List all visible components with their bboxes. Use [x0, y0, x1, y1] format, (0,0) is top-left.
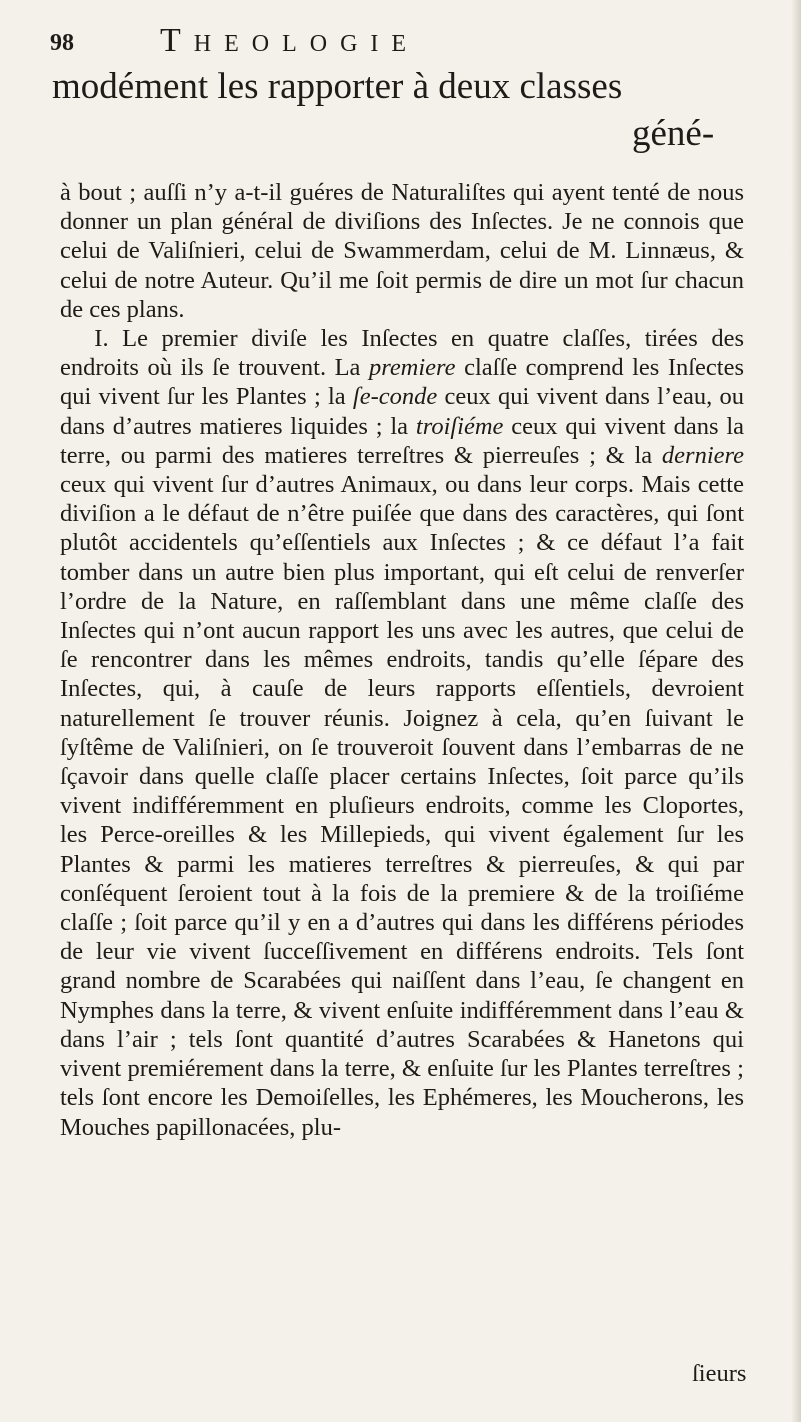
paragraph-2 [60, 324, 744, 1142]
paragraph-1-text: à bout ; auſſi n’y a-t-il guéres de Naturaliſtes qui ayent tenté de nous donner un plan général de diviſions des Inſectes. Je ne connois que celui de Valiſnieri, celui de Swammerdam, celui de M. Linnæus, & celui de notre Auteur. Qu’il me ſoit permis de dire un mot ſur chacun de ces plans. [60, 179, 744, 323]
page-header [50, 22, 730, 62]
paragraph-2-seg-4: ceux qui vivent dans l’eau, ou dans d’autres matieres liquides ; la [60, 383, 744, 440]
lead-line: modément les rapporter à deux classes [52, 66, 623, 107]
paragraph-2-seg-8: ceux qui vivent ſur d’autres Animaux, ou dans leur corps. Mais cette diviſion a le défaut de n’être puiſée que dans des caractères, qui ſont plutôt accidentels qu’eſſentiels aux Inſectes ; & ce défaut l’a fait tomber dans un autre bien plus important, qui eſt celui de renverſer l’ordre de la Nature, en raſſemblant dans une même claſſe des Inſectes qui n’ont aucun rapport les uns avec les autres, que celui de ſe rencontrer dans les mêmes endroits, tandis qu’elle ſépare des Inſectes, qui, à cauſe de leurs rapports eſſentiels, devroient naturellement ſe trouver réunis. Joignez à cela, qu’en ſuivant le ſyſtême de Valiſnieri, on ſe trouveroit ſouvent dans l’embarras de ne ſçavoir dans quelle claſſe placer certains Inſectes, ſoit parce qu’ils vivent indifféremment en pluſieurs endroits, comme les Cloportes, les Perce-oreilles & les Millepieds, qui vivent également ſur les Plantes & parmi les matieres terreſtres & pierreuſes, & qui par conſéquent ſeroient tout à la fois de la premiere & de la troiſiéme claſſe ; ſoit parce qu’il y en a d’autres qui dans les différens périodes de leur vie vivent ſucceſſivement en différens endroits. Tels ſont grand nombre de Scarabées qui naiſſent dans l’eau, ſe changent en Nymphes dans la terre, & vivent enſuite indifféremment dans l’eau & dans l’air ; tels ſont quantité d’autres Scarabées & Hanetons qui vivent premiérement dans la terre, & enſuite ſur les Plantes terreſtres ; tels ſont encore les Demoiſelles, les Ephémeres, les Moucherons, les Mouches papillonacées, plu- [60, 471, 744, 1141]
paragraph-2-seg-0: I. Le premier diviſe les Inſectes en quatre claſſes, tirées des endroits où ils ſe trouvent. La [60, 325, 744, 382]
page-number: 98 [50, 30, 74, 56]
body-text [60, 178, 744, 1142]
paragraph-2-seg-2: claſſe comprend les Inſectes qui vivent ſur les Plantes ; la [60, 354, 745, 411]
paragraph-2-seg-6: ceux qui vivent dans la terre, ou parmi des matieres terreſtres & pierreuſes ; & la [60, 412, 744, 469]
italic-troisieme: troiſiéme [415, 412, 504, 440]
running-title: Theologie [160, 22, 420, 59]
catchword-top: géné- [632, 113, 715, 154]
paragraph-1 [60, 178, 744, 324]
catchword-bottom: ſieurs [692, 1360, 747, 1387]
italic-derniere: derniere [661, 441, 744, 469]
page-edge-shadow [791, 0, 801, 1422]
italic-seconde: ſe-conde [352, 383, 438, 411]
italic-premiere: premiere [368, 354, 456, 382]
